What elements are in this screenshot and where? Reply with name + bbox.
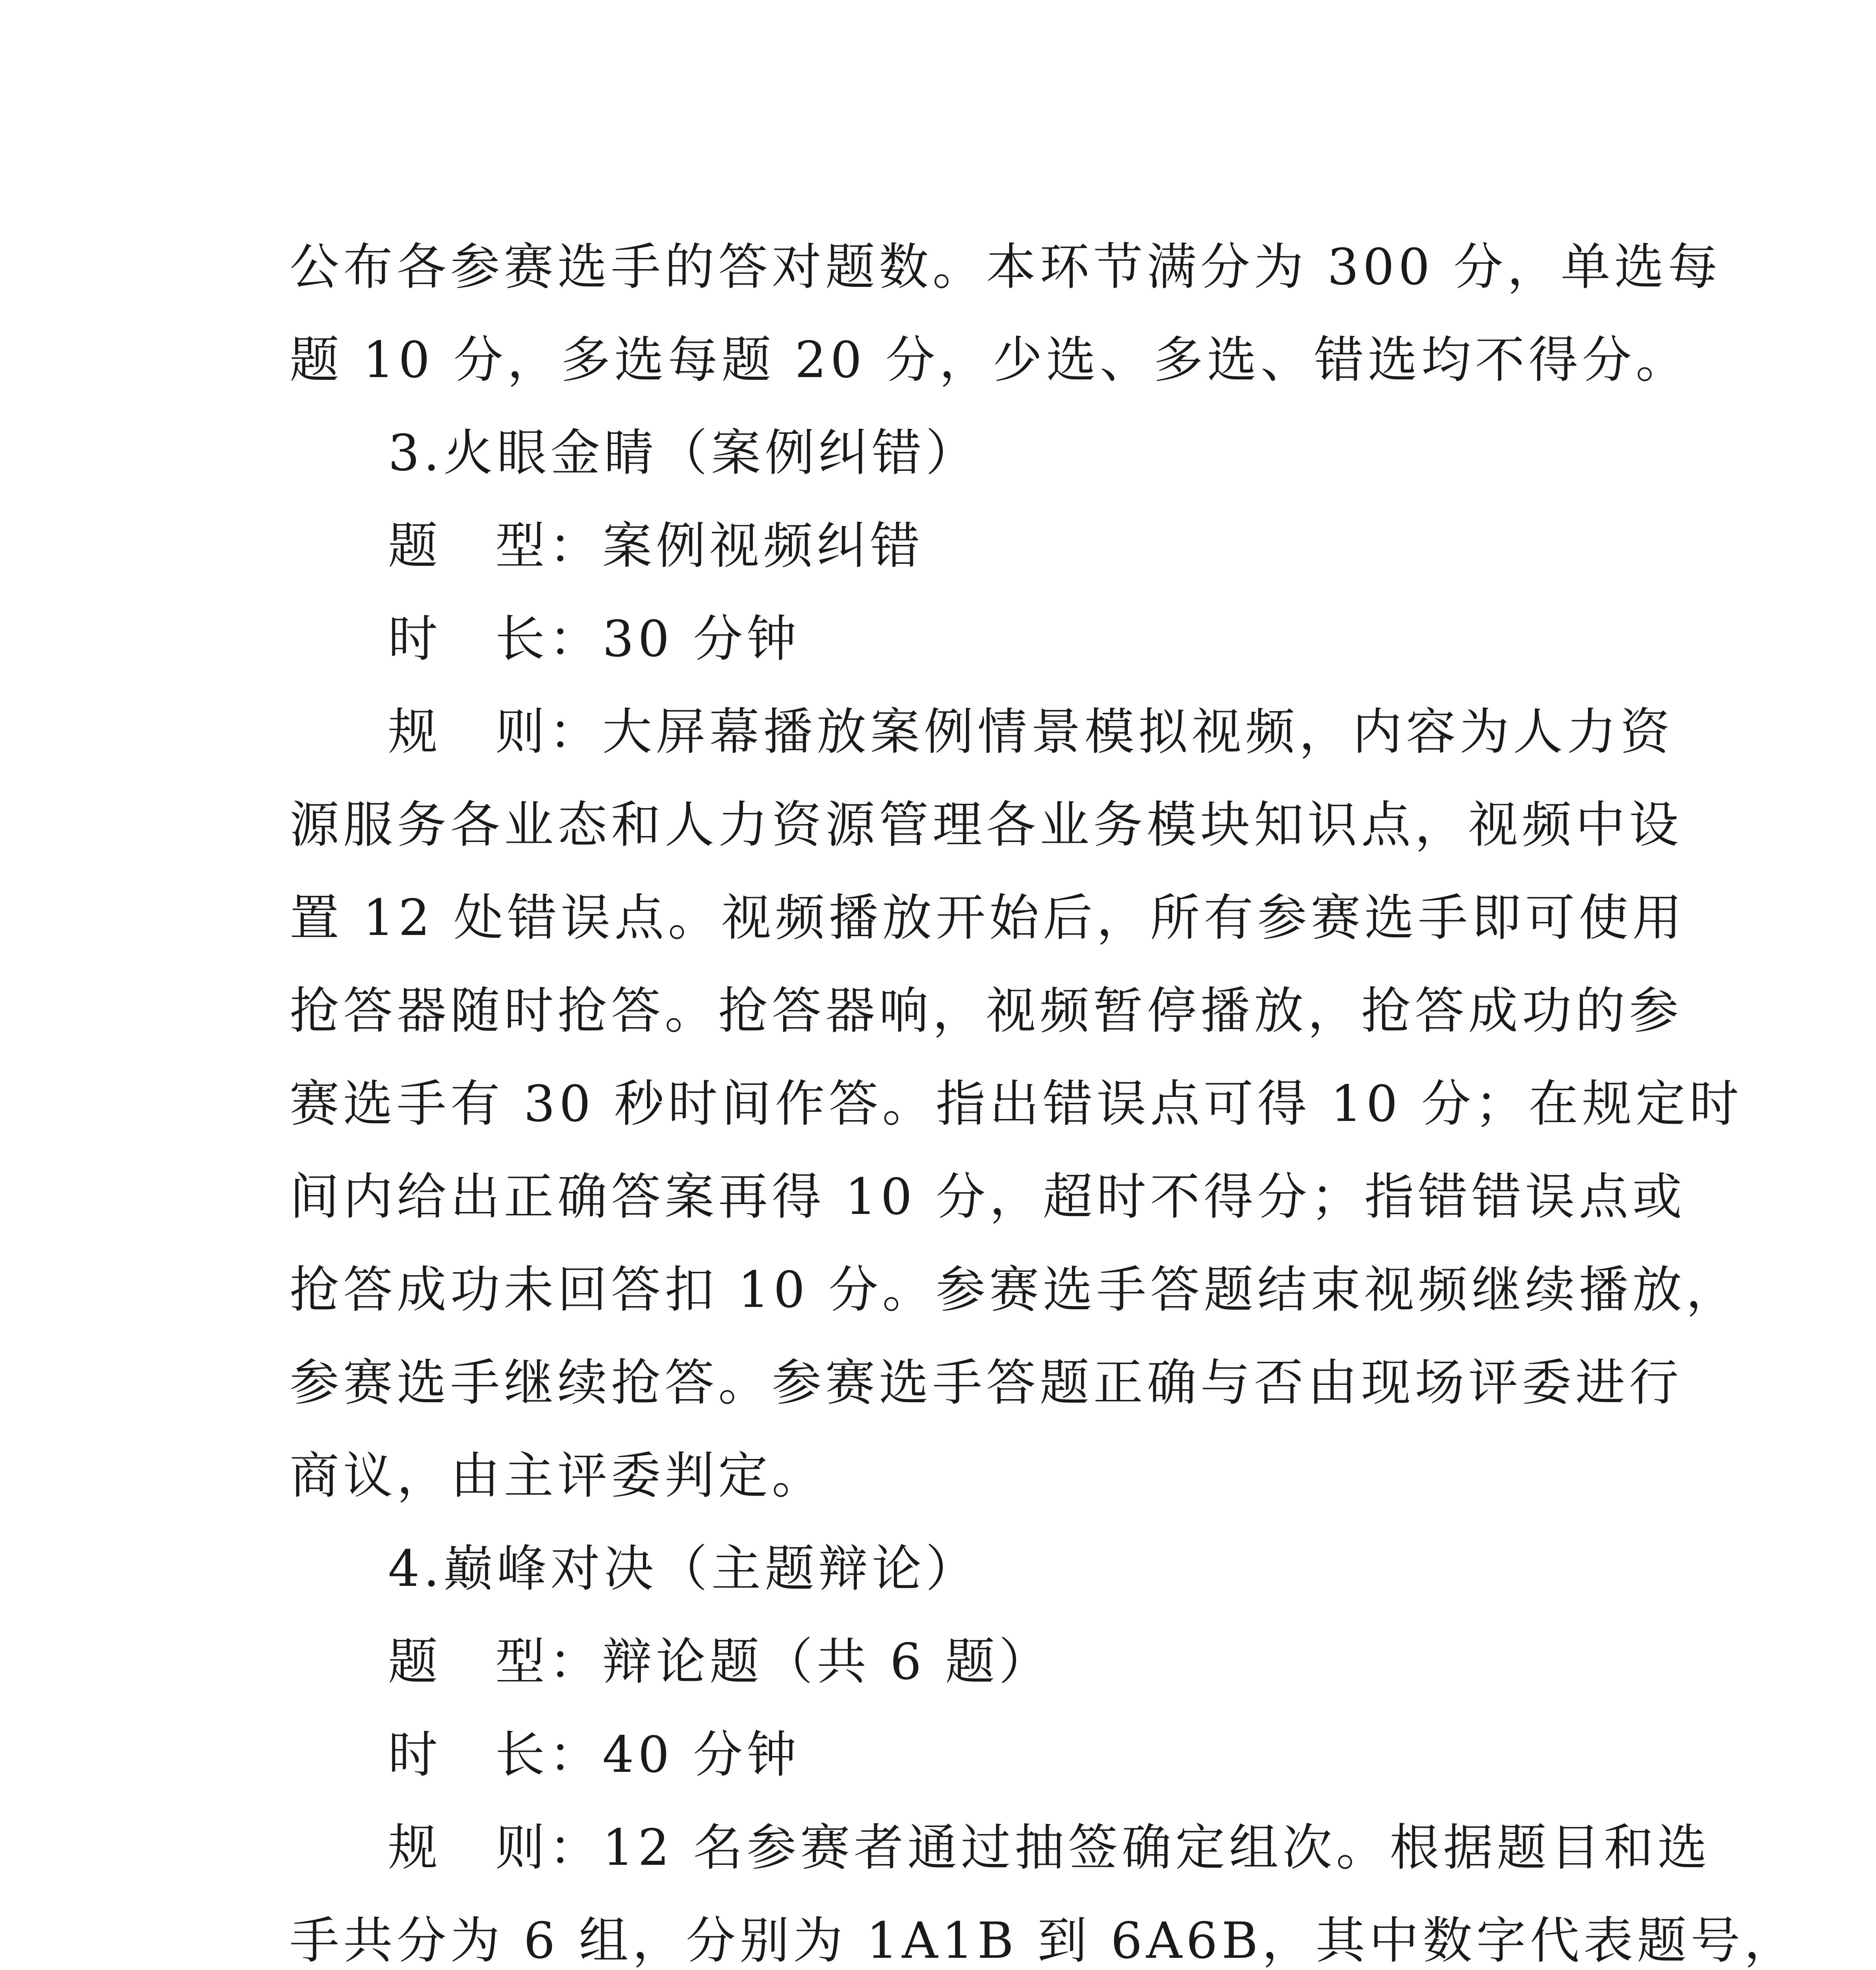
duration-line: 时 长：30 分钟 [388,610,801,668]
text-line: 抢答成功未回答扣 10 分。参赛选手答题结束视频继续播放， [290,1261,1740,1319]
text-line: 参赛选手继续抢答。参赛选手答题正确与否由现场评委进行 [290,1354,1683,1412]
text-line: 抢答器随时抢答。抢答器响，视频暂停播放，抢答成功的参 [290,982,1683,1040]
text-line: 源服务各业态和人力资源管理各业务模块知识点，视频中设 [290,796,1683,854]
section-heading: 3.火眼金睛（案例纠错） [388,424,979,482]
text-line: 公布各参赛选手的答对题数。本环节满分为 300 分，单选每 [290,238,1722,296]
question-type-line: 题 型：案例视频纠错 [388,517,924,575]
question-type-line: 题 型：辩论题（共 6 题） [388,1633,1053,1691]
text-line: 商议，由主评委判定。 [290,1447,825,1505]
rules-line: 规 则：大屏幕播放案例情景模拟视频，内容为人力资 [388,703,1674,761]
body-text [290,221,1798,1970]
text-line: 手共分为 6 组，分别为 1A1B 到 6A6B，其中数字代表题号， [290,1912,1798,1970]
duration-line: 时 长：40 分钟 [388,1726,801,1784]
text-line: 赛选手有 30 秒时间作答。指出错误点可得 10 分；在规定时 [290,1075,1743,1133]
rules-line: 规 则：12 名参赛者通过抽签确定组次。根据题目和选 [388,1819,1711,1877]
section-heading: 4.巅峰对决（主题辩论） [388,1540,979,1598]
text-line: 间内给出正确答案再得 10 分，超时不得分；指错错误点或 [290,1168,1686,1226]
text-line: 置 12 处错误点。视频播放开始后，所有参赛选手即可使用 [290,889,1686,947]
text-line: 题 10 分，多选每题 20 分，少选、多选、错选均不得分。 [290,331,1689,389]
